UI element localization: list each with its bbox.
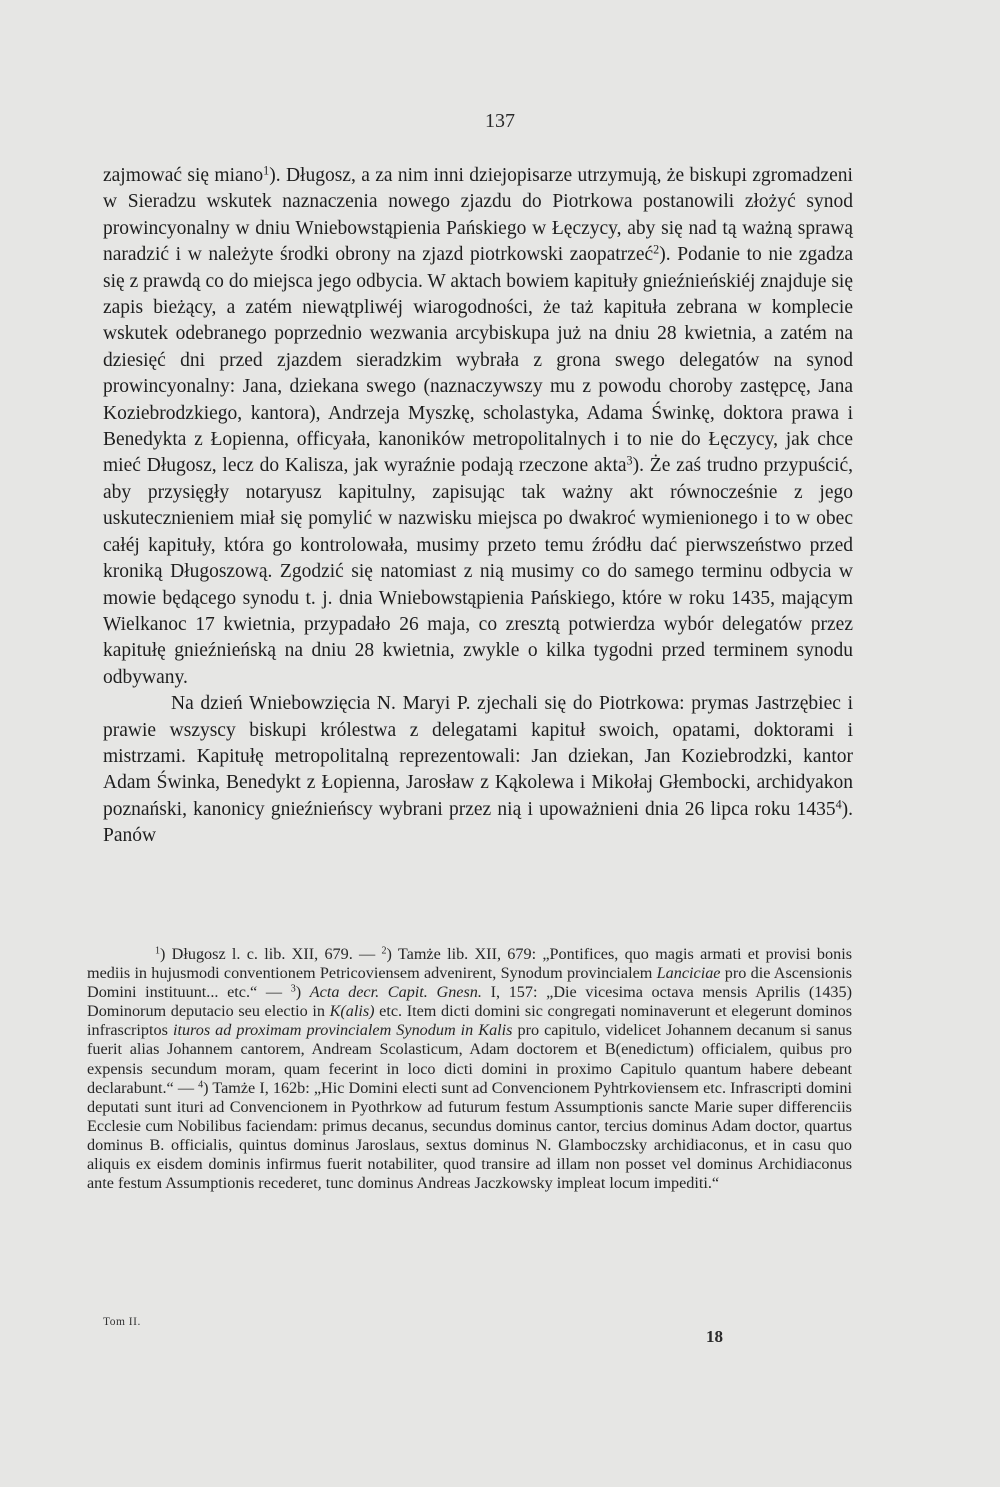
footnote-4-number: 4: [198, 1079, 204, 1091]
footnote-3-text: I, 157: „Die vicesima octava mensis Aprilis (1435) Dominorum deputacio seu electio in: [87, 983, 852, 1021]
main-text-2: ). Długosz, a za nim inni dziejopisarze utrzymują, że biskupi zgromadzeni w Sieradzu wskutek naznaczenia nowego zjazdu do Piotrkowa postanowili złożyć synod prowincyonalny w dniu Wniebowstąpienia Pańskiego w Łęczycy, aby się nad tą ważną sprawą naradzić i w należyte środki obrony na zjazd piotrkowski zaopatrzeć: [103, 165, 853, 266]
footnote-1-number: 1: [155, 945, 161, 957]
signature-mark: 18: [706, 1327, 723, 1346]
footnote-3-paren: ): [295, 983, 310, 1002]
main-text-4: ). Że zaś trudno przypuścić, aby przysięgły notaryusz kapitulny, zapisując tak ważny akt równocześnie z jego uskutecznieniem miał się pomylić w nazwisku miejsca po dwakroć wymienionego i to w obec całéj kapituły, która go kontrolowała, musimy przeto temu źródłu dać pierwszeństwo przed kroniką Długoszową. Zgodzić się natomiast z nią musimy co do samego terminu odbycia w mowie będącego synodu t. j. dnia Wniebowstąpienia Pańskiego, które w roku 1435, mającym Wielkanoc 17 kwietnia, przypadało 26 maja, co zresztą potwierdza wybór delegatów przez kapitułę gnieźnieńską na dniu 28 kwietnia, zwykle o kilka tygodni przed terminem synodu odbywany.: [103, 455, 854, 688]
footnote-ref-2: 2: [653, 242, 660, 257]
footnotes: [87, 945, 852, 1193]
page-number: 137: [485, 110, 515, 132]
footnote-3-number: 3: [290, 983, 296, 995]
footnote-3-italic-b: K(alis): [329, 1002, 375, 1021]
footnote-3-italic-c: ituros ad proximam provincialem Synodum in Kalis: [172, 1021, 513, 1040]
paragraph-1: [103, 163, 853, 691]
paragraph-2: [103, 691, 853, 849]
footnote-4-text: ) Tamże I, 162b: „Hic Domini electi sunt ad Convencionem Pyhtrkoviensem etc. Infrascripti domini deputati sunt ituri ad Convencionem in Pyothrkow ad futurum festum Assumptionis sancte Marie super differenciis Ecclesie cum Nobilibus faciendam: primus decanus, secundus dominus cantor, tercius dominus Adam doctor, quartus dominus B. officialis, quintus dominus Jaroslaus, sextus dominus N. Glamboczsky archidiaconus, et in casu quo aliquis ex eisdem dominis infirmus fuerit notabiliter, quod transire ad illam non posset vel dominus Archidiaconus ante festum Assumptionis recederet, tunc dominus Andreas Jaczkowsky impleat locum impediti.“: [87, 1078, 852, 1193]
footnote-2-italic: Lanciciae: [656, 964, 721, 983]
footnote-ref-3: 3: [626, 453, 633, 468]
footnote-ref-1: 1: [263, 163, 270, 178]
main-text: [103, 163, 853, 850]
footnote-3-source: Acta decr. Capit. Gnesn.: [309, 983, 482, 1002]
main-text-1: zajmować się miano: [103, 165, 264, 186]
footnote-ref-4: 4: [835, 797, 842, 812]
footnote-1-text: ) Długosz l. c. lib. XII, 679. —: [160, 945, 382, 963]
footnote-block: [87, 945, 852, 1193]
footnote-2-number: 2: [381, 945, 387, 957]
footnote-2-text: ) Tamże lib. XII, 679: „Pontifices, quo magis armati et provisi bonis mediis in hujusmodi conventionem Petricoviensem advenirent, Synodum provincialem: [87, 945, 852, 983]
main-text-5: Na dzień Wniebowzięcia N. Maryi P. zjechali się do Piotrkowa: prymas Jastrzębiec i prawie wszyscy biskupi królestwa z delegatami kapituł swoich, opatami, doktorami i mistrzami. Kapitułę metropolitalną reprezentowali: Jan dziekan, Jan Koziebrodzki, kantor Adam Świnka, Benedykt z Łopienna, Jarosław z Kąkolewa i Mikołaj Głembocki, archidyakon poznański, kanonicy gnieźnieńscy wybrani przez nią i upoważnieni dnia 26 lipca roku 1435: [103, 693, 853, 820]
main-text-3: ). Podanie to nie zgadza się z prawdą co do miejsca jego odbycia. W aktach bowiem kapituły gnieźnieńskiéj znajduje się zapis bieżący, a zatém niewątpliwéj wiarogodności, że taż kapituła zebrana w komplecie wskutek odebranego poprzednio wezwania arcybiskupa już na dniu 28 kwietnia, a zatém na dziesięć dni przed zjazdem sieradzkim wybrała z grona swego delegatów na synod prowincyonalny: Jana, dziekana swego (naznaczywszy mu z powodu choroby zastępcę, Jana Koziebrodzkiego, kantora), Andrzeja Myszkę, scholastyka, Adama Świnkę, doktora prawa i Benedykta z Łopienna, officyała, kanoników metropolitalnych i to nie do Łęczycy, jak chce mieć Długosz, lecz do Kalisza, jak wyraźnie podają rzeczone akta: [103, 244, 854, 477]
footnote-2-text-b: pro die Ascensionis Domini instituunt... etc.“ —: [87, 964, 853, 1002]
volume-label: Tom II.: [103, 1316, 141, 1328]
main-text-6: ). Panów: [103, 798, 853, 847]
footnote-3-text-c: pro capitulo, videlicet Johannem decanum si sanus fuerit alias Johannem cantorem, Andream Scolasticum, Adam doctorem et B(enedictum) officialem, quibus pro expensis secundum moram, quam fecerint in loco dicti domini in proximo Capitulo quantum habere debeant declarabunt.“ —: [87, 1021, 852, 1097]
footnote-3-text-b: etc. Item dicti domini sic congregati nominaverunt et elegerunt dominos infrascriptos: [87, 1002, 852, 1040]
